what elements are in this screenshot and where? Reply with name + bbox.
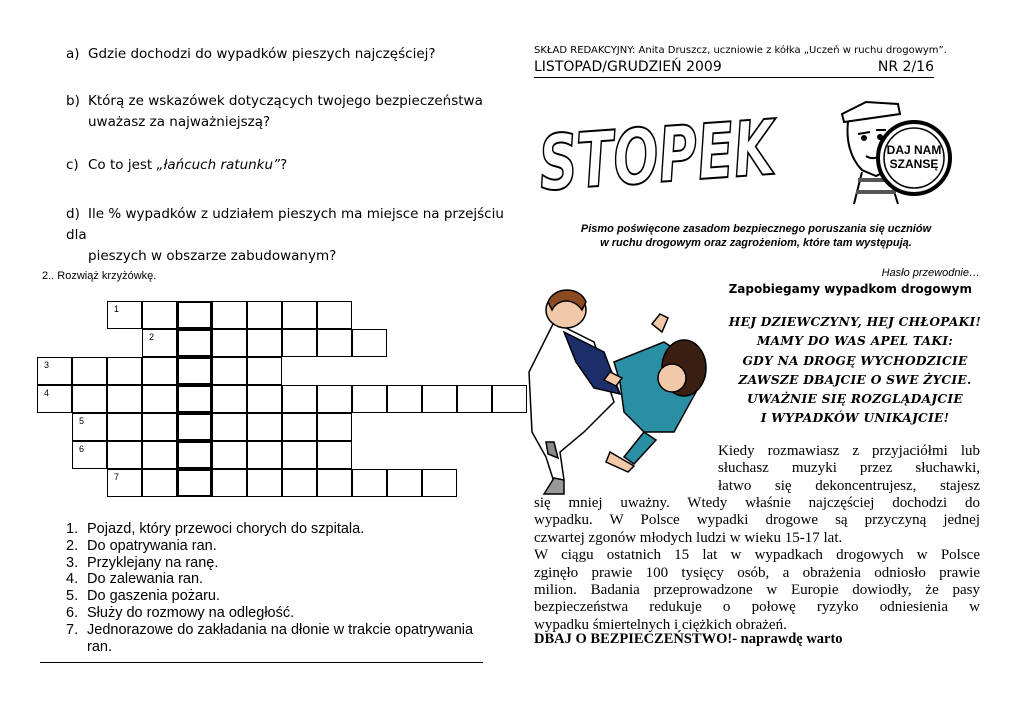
crossword-cell[interactable] <box>212 469 247 497</box>
task-title: 2.. Rozwiąż krzyżówkę. <box>42 270 157 282</box>
crossword-cell[interactable] <box>107 469 142 497</box>
crossword-cell[interactable] <box>37 357 72 385</box>
clue-item: 3. Przyklejany na ranę. <box>66 554 219 571</box>
crossword-cell[interactable] <box>212 441 247 469</box>
clue-item: 2. Do opatrywania ran. <box>66 537 217 554</box>
crossword-cell[interactable] <box>422 385 457 413</box>
question-d: d) Ile % wypadków z udziałem pieszych ma miejsce na przejściu dla pieszych w obszarze zabudowanym? <box>66 206 504 264</box>
crossword-key-cell[interactable] <box>177 329 212 357</box>
crossword-cell[interactable] <box>247 329 282 357</box>
crossword-cell[interactable] <box>387 385 422 413</box>
crossword-key-cell[interactable] <box>177 413 212 441</box>
crossword-cell[interactable] <box>387 469 422 497</box>
crossword-cell[interactable] <box>247 385 282 413</box>
crossword-cell[interactable] <box>352 329 387 357</box>
clue-item: 5. Do gaszenia pożaru. <box>66 588 220 605</box>
masthead-title <box>535 95 880 208</box>
crossword-key-cell[interactable] <box>177 441 212 469</box>
crossword-cell[interactable] <box>317 413 352 441</box>
crossword-cell[interactable] <box>72 441 107 469</box>
crossword-cell[interactable] <box>212 329 247 357</box>
crossword-cell[interactable] <box>352 469 387 497</box>
article-body: się mniej uważny. Wtedy właśnie najczęściej dochodzi do wypadku. W Polsce wypadki drogowe są przyczyną jednej czwartej zgonów młodych ludzi w wieku 15-17 lat. W ciągu ostatnich 15 lat w wypadkach drogowych w Polsce zginęło prawie 100 tysięcy osób, a obrażenia odniosło prawie milion. Badania przeprowadzone w Europie dowiodły, że pasy bezpieczeństwa redukuje o połowę ryzyko odniesienia w wypadku śmiertelnych i ciężkich obrażeń. <box>534 495 980 633</box>
crossword-cell[interactable] <box>212 385 247 413</box>
tagline: Pismo poświęcone zasadom bezpiecznego poruszania się uczniów w ruchu drogowym oraz zagrożeniom, które tam występują. <box>580 223 932 249</box>
crossword-key-cell[interactable] <box>177 385 212 413</box>
crossword-cell[interactable] <box>107 441 142 469</box>
badge-line2: SZANSĘ <box>889 157 939 171</box>
crossword-cell[interactable] <box>247 413 282 441</box>
crossword-key-cell[interactable] <box>177 469 212 497</box>
crossword-row-number: 4 <box>44 388 50 398</box>
crossword-cell[interactable] <box>457 385 492 413</box>
crossword-row-number: 6 <box>79 444 85 454</box>
crossword-cell[interactable] <box>282 413 317 441</box>
question-a: a) Gdzie dochodzi do wypadków pieszych najczęściej? <box>66 46 436 62</box>
article-intro: Kiedy rozmawiasz z przyjaciółmi lub słuchasz muzyki przez słuchawki, łatwo się dekoncentrujesz, stajesz <box>718 443 980 494</box>
crossword-cell[interactable] <box>212 357 247 385</box>
crossword-cell[interactable] <box>142 469 177 497</box>
crossword-row-number: 7 <box>114 472 120 482</box>
badge-line1: DAJ NAM <box>886 143 942 157</box>
crossword-cell[interactable] <box>142 357 177 385</box>
crossword-cell[interactable] <box>282 385 317 413</box>
crossword-cell[interactable] <box>37 385 72 413</box>
issue-number: NR 2/16 <box>877 59 934 75</box>
crossword-cell[interactable] <box>247 469 282 497</box>
clue-item: 4. Do zalewania ran. <box>66 571 204 588</box>
crossword-cell[interactable] <box>247 301 282 329</box>
crossword-cell[interactable] <box>317 469 352 497</box>
crossword-cell[interactable] <box>282 329 317 357</box>
motto-label: Hasło przewodnie… <box>881 267 980 279</box>
crossword-cell[interactable] <box>492 385 527 413</box>
crossword-cell[interactable] <box>142 329 177 357</box>
illustration-pedestrians <box>524 282 714 497</box>
crossword-clues <box>66 521 496 655</box>
clue-item: 1. Pojazd, który przewoci chorych do szpitala. <box>66 521 365 537</box>
crossword-cell[interactable] <box>317 301 352 329</box>
crossword-cell[interactable] <box>282 441 317 469</box>
crossword-cell[interactable] <box>142 413 177 441</box>
crossword-cell[interactable] <box>142 385 177 413</box>
crossword-cell[interactable] <box>142 301 177 329</box>
crossword-cell[interactable] <box>107 301 142 329</box>
crossword-cell[interactable] <box>72 385 107 413</box>
crossword-cell[interactable] <box>212 301 247 329</box>
crossword-row-number: 1 <box>114 304 120 314</box>
crossword-cell[interactable] <box>142 441 177 469</box>
crossword-cell[interactable] <box>317 329 352 357</box>
crossword-cell[interactable] <box>247 357 282 385</box>
crossword-cell[interactable] <box>107 357 142 385</box>
clue-item: 7. Jednorazowe do zakładania na dłonie w trakcie opatrywania ran. <box>66 621 474 655</box>
crossword-key-cell[interactable] <box>177 357 212 385</box>
crossword-cell[interactable] <box>282 469 317 497</box>
crossword-cell[interactable] <box>72 357 107 385</box>
crossword-cell[interactable] <box>317 441 352 469</box>
poem: HEJ DZIEWCZYNY, HEJ CHŁOPAKI! MAMY DO WAS APEL TAKI: GDY NA DROGĘ WYCHODZICIE ZAWSZE DBAJCIE O SWE ŻYCIE. UWAŻNIE SIĘ ROZGLĄDAJCIE I WYPADKÓW UNIKAJCIE! <box>728 315 982 426</box>
bottom-rule <box>40 662 483 663</box>
woman-figure-icon <box>604 314 706 464</box>
title-text: STOPEK <box>536 95 880 208</box>
crossword-cell[interactable] <box>317 385 352 413</box>
crossword-cell[interactable] <box>212 413 247 441</box>
closing-line: DBAJ O BEZPIECZEŃSTWO!- naprawdę warto <box>534 631 843 647</box>
editorial-staff: SKŁAD REDAKCYJNY: Anita Druszcz, uczniowie z kółka „Uczeń w ruchu drogowym”. <box>534 45 947 56</box>
crossword-cell[interactable] <box>107 413 142 441</box>
clue-item: 6. Służy do rozmowy na odległość. <box>66 604 295 621</box>
man-figure-icon <box>529 290 634 494</box>
crossword-cell[interactable] <box>72 413 107 441</box>
issue-date: LISTOPAD/GRUDZIEŃ 2009 <box>534 59 722 75</box>
mascot-badge <box>836 100 958 208</box>
crossword-cell[interactable] <box>422 469 457 497</box>
crossword-cell[interactable] <box>247 441 282 469</box>
motto: Zapobiegamy wypadkom drogowym <box>728 282 972 296</box>
issue-line <box>534 59 934 78</box>
crossword-key-cell[interactable] <box>177 301 212 329</box>
crossword-cell[interactable] <box>352 385 387 413</box>
crossword-cell[interactable] <box>282 301 317 329</box>
crossword-row-number: 5 <box>79 416 85 426</box>
crossword-cell[interactable] <box>107 385 142 413</box>
question-b: b) Którą ze wskazówek dotyczących twojego bezpieczeństwa uważasz za najważniejszą? <box>66 93 483 130</box>
question-c: c) Co to jest „łańcuch ratunku”? <box>66 157 288 173</box>
crossword-row-number: 3 <box>44 360 50 370</box>
crossword-row-number: 2 <box>149 332 155 342</box>
